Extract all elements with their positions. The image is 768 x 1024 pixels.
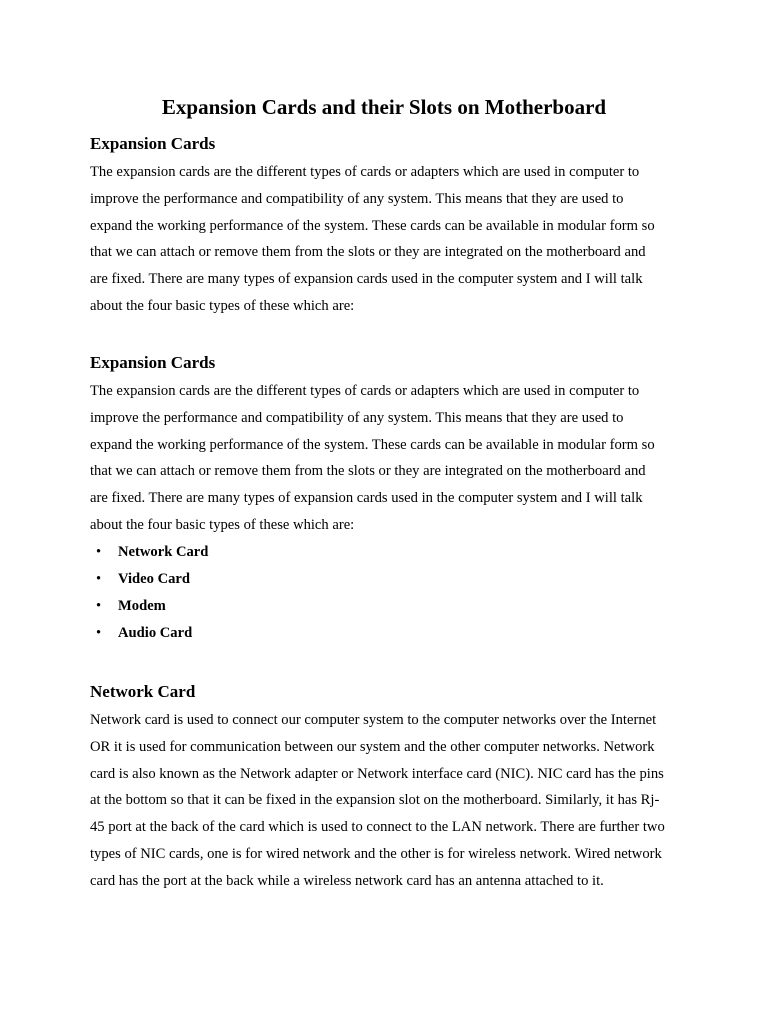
paragraph-line: improve the performance and compatibility of any system. This means that they are used to (90, 190, 624, 207)
paragraph-line: card has the port at the back while a wireless network card has an antenna attached to it. (90, 872, 604, 889)
bullet-icon: • (96, 543, 102, 560)
paragraph-line: types of NIC cards, one is for wired network and the other is for wireless network. Wired network (90, 845, 662, 862)
paragraph-line: OR it is used for communication between our system and the other computer networks. Network (90, 738, 655, 755)
list-item-label: Modem (118, 597, 166, 614)
paragraph-line: card is also known as the Network adapter or Network interface card (NIC). NIC card has the pins (90, 765, 664, 782)
list-item (90, 566, 690, 593)
bullet-icon: • (96, 597, 102, 614)
bullet-icon: • (96, 624, 102, 641)
paragraph-line: The expansion cards are the different types of cards or adapters which are used in computer to (90, 164, 640, 180)
list-item (90, 620, 690, 647)
paragraph-line: that we can attach or remove them from the slots or they are integrated on the motherboard and (90, 463, 646, 480)
paragraph-line: are fixed. There are many types of expansion cards used in the computer system and I will talk (90, 271, 643, 288)
paragraph-line: 45 port at the back of the card which is used to connect to the LAN network. There are further two (90, 819, 665, 836)
section-heading: Network Card (90, 682, 196, 701)
paragraph-line: expand the working performance of the system. These cards can be available in modular form so (90, 436, 655, 453)
paragraph-line: that we can attach or remove them from the slots or they are integrated on the motherboard and (90, 244, 646, 261)
paragraph-line: about the four basic types of these which are: (90, 516, 355, 533)
section-paragraph (90, 159, 690, 320)
card-types-list (90, 539, 690, 647)
list-item (90, 539, 690, 566)
paragraph-line: improve the performance and compatibility of any system. This means that they are used to (90, 409, 624, 426)
section-network-card (90, 679, 690, 895)
paragraph-line: are fixed. There are many types of expansion cards used in the computer system and I will talk (90, 490, 643, 507)
document-title: Expansion Cards and their Slots on Motherboard (161, 95, 607, 119)
bullet-icon: • (96, 570, 102, 587)
paragraph-line: about the four basic types of these which are: (90, 297, 355, 314)
list-item-label: Network Card (118, 543, 209, 560)
section-heading: Expansion Cards (90, 353, 216, 372)
section-paragraph (90, 378, 690, 539)
list-item (90, 593, 690, 620)
list-item-label: Audio Card (118, 624, 193, 641)
section-heading: Expansion Cards (90, 134, 216, 153)
list-item-label: Video Card (118, 570, 191, 587)
paragraph-line: at the bottom so that it can be fixed in the expansion slot on the motherboard. Similarly, it has Rj- (90, 792, 660, 809)
paragraph-line: expand the working performance of the system. These cards can be available in modular form so (90, 217, 655, 234)
paragraph-line: Network card is used to connect our computer system to the computer networks over the Internet (90, 712, 657, 728)
section-expansion-cards-1 (90, 131, 690, 320)
section-expansion-cards-2 (90, 350, 690, 647)
section-paragraph (90, 707, 690, 895)
paragraph-line: The expansion cards are the different types of cards or adapters which are used in computer to (90, 383, 640, 399)
